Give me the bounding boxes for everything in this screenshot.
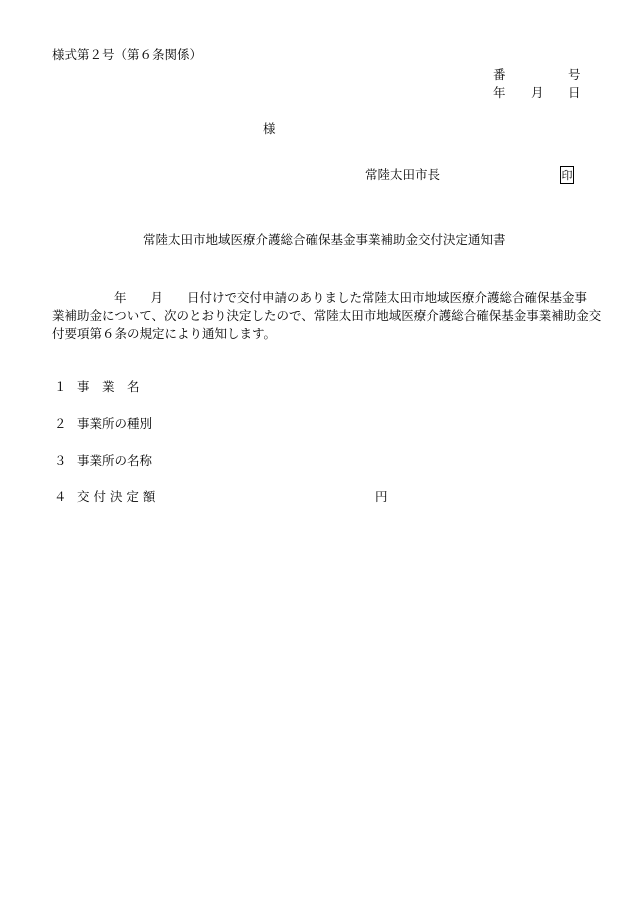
body-date-month: 月 [150,290,164,305]
document-title: 常陸太田市地域医療介護総合確保基金事業補助金交付決定通知書 [143,232,506,247]
number-suffix: 号 [568,67,581,82]
body-line-1-text: 日付けで交付申請のありました常陸太田市地域医療介護総合確保基金事 [187,290,588,305]
number-label: 番 [493,67,506,82]
item-label: 事業所の種別 [77,416,153,431]
amount-unit: 円 [375,489,388,504]
form-label: 様式第２号（第６条関係） [52,47,203,62]
seal-mark: 印 [560,166,574,184]
issuer-name: 常陸太田市長 [365,167,441,182]
body-line-2: 業補助金について、次のとおり決定したので、常陸太田市地域医療介護総合確保基金事業補助金交 [52,308,602,323]
date-month-label: 月 [531,85,544,100]
item-label: 事業所の名称 [77,453,153,468]
item-number: ３ [54,453,67,468]
item-label: 交 付 決 定 額 [77,489,156,504]
body-paragraph [52,289,600,343]
item-number: ４ [54,489,67,504]
date-day-label: 日 [568,85,581,100]
body-line-1 [52,289,600,307]
body-line-3: 付要項第６条の規定により通知します。 [52,326,277,341]
body-date-year: 年 [114,290,127,305]
addressee-suffix: 様 [263,121,276,136]
item-number: ２ [54,416,67,431]
item-number: １ [54,379,67,394]
item-label: 事 業 名 [77,379,140,394]
date-year-label: 年 [493,85,506,100]
